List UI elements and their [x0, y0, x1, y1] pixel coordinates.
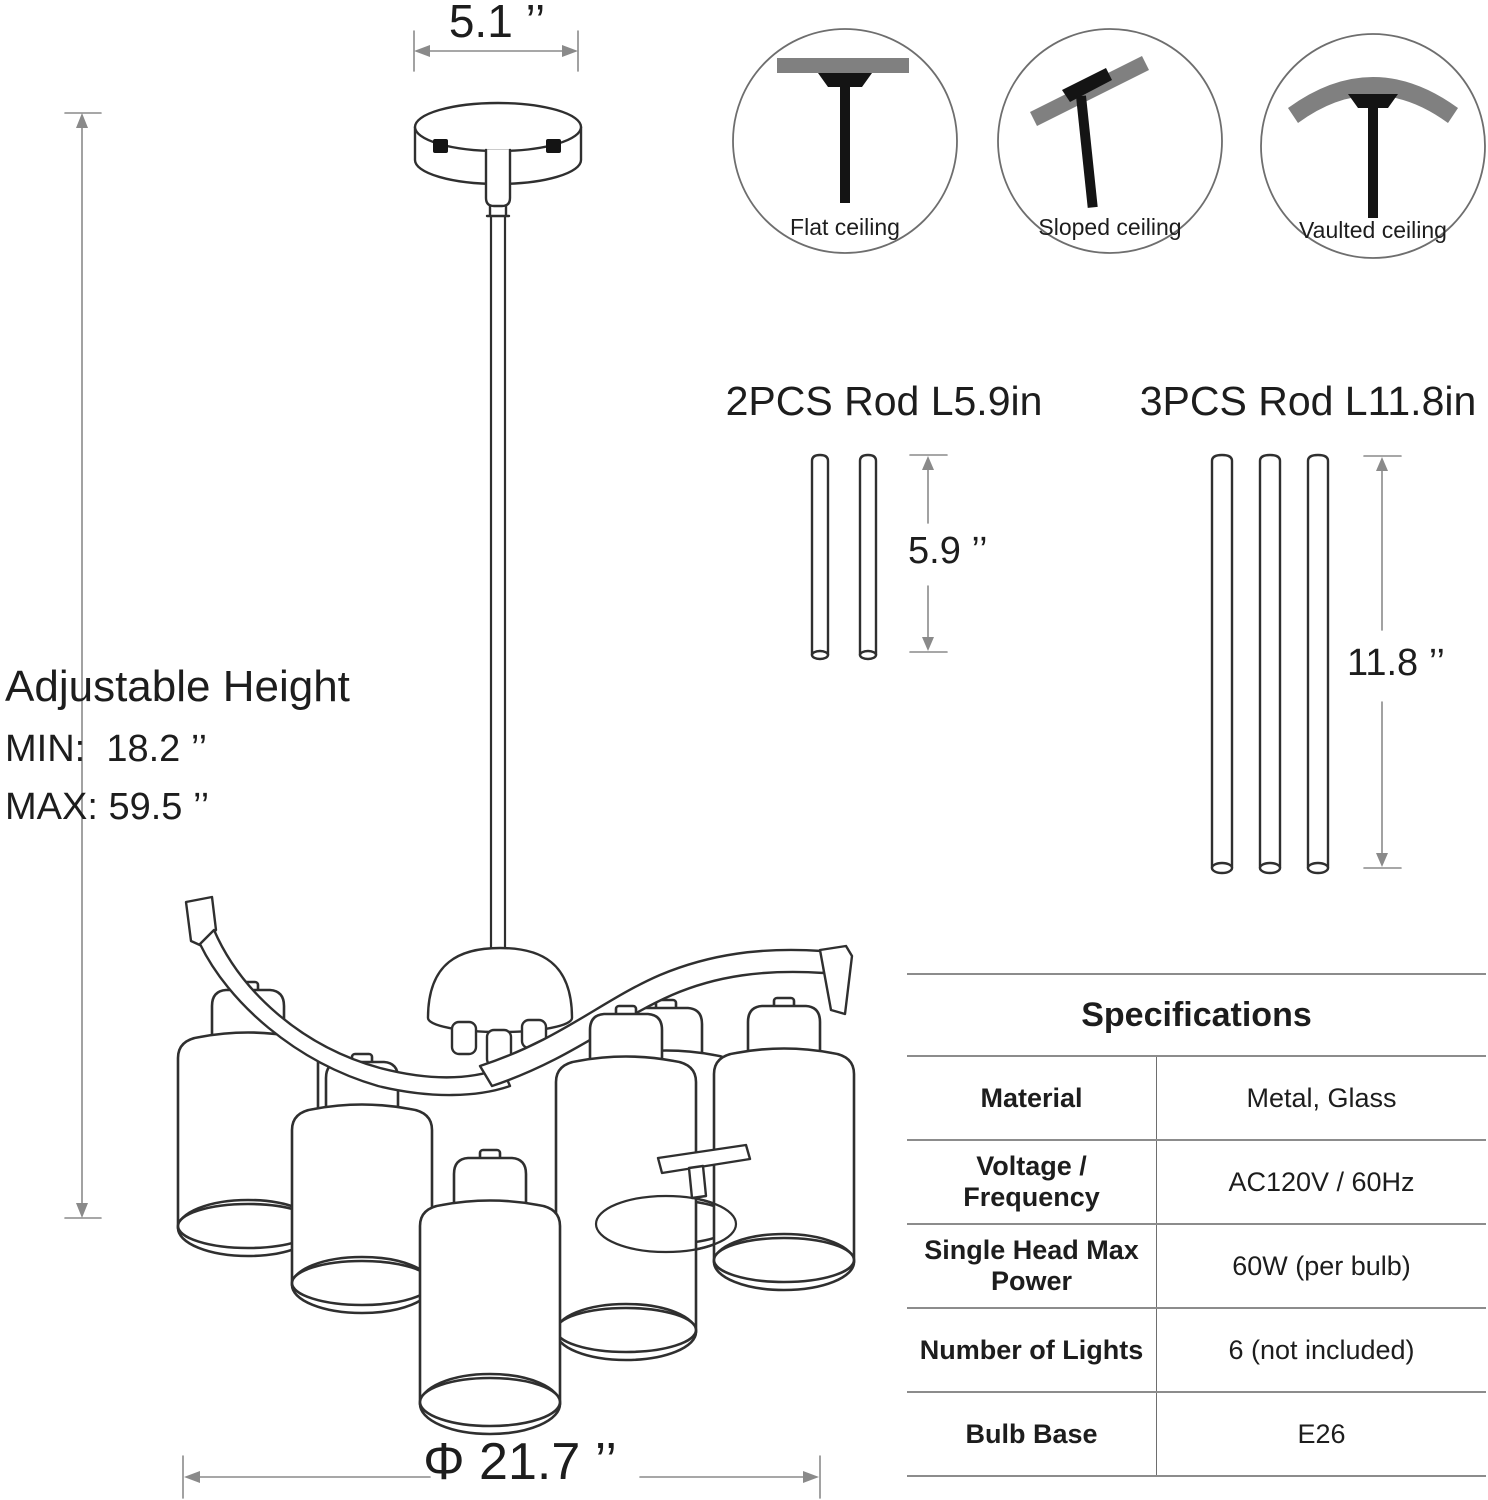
glass-shade-far-right [714, 998, 854, 1290]
spec-table-row [907, 1055, 1486, 1139]
vaulted-ceiling-label: Vaulted ceiling [1299, 217, 1447, 243]
spec-table-row [907, 1391, 1486, 1475]
spec-row-value: AC120V / 60Hz [1228, 1166, 1415, 1197]
long-rod-section-title: 3PCS Rod L11.8in [1139, 378, 1477, 424]
spec-row-label: Voltage / Frequency [907, 1141, 1157, 1223]
spec-row-value: 6 (not included) [1228, 1334, 1415, 1365]
short-rod-length-label: 5.9 ’’ [908, 530, 988, 572]
spec-row-value: E26 [1297, 1418, 1346, 1449]
long-rods-icon [1212, 455, 1328, 873]
specifications-table [907, 973, 1486, 1477]
spec-row-label: Number of Lights [907, 1309, 1157, 1391]
max-height-label: MAX: 59.5 ’’ [5, 786, 210, 828]
glass-shade-bottom-center [420, 1150, 560, 1434]
canopy-width-dimension: 5.1 ’’ [448, 0, 546, 47]
hanging-rod-icon [491, 217, 505, 956]
spec-row-label: Single Head Max Power [907, 1225, 1157, 1307]
short-rods-icon [812, 455, 876, 659]
spec-table-row [907, 1139, 1486, 1223]
sloped-ceiling-label: Sloped ceiling [1038, 214, 1182, 240]
spec-row-label: Material [907, 1057, 1157, 1139]
spec-table-row [907, 1223, 1486, 1307]
spec-row-value: 60W (per bulb) [1232, 1250, 1411, 1281]
short-rod-section-title: 2PCS Rod L5.9in [725, 378, 1043, 424]
flat-ceiling-label: Flat ceiling [790, 214, 900, 240]
spec-row-value: Metal, Glass [1246, 1082, 1397, 1113]
adjustable-height-title: Adjustable Height [5, 662, 350, 711]
diameter-label: Φ 21.7 ’’ [423, 1433, 617, 1491]
ceiling-canopy-icon [415, 103, 581, 216]
specifications-table-title: Specifications [1081, 995, 1312, 1034]
spec-row-label: Bulb Base [907, 1393, 1157, 1475]
long-rod-length-label: 11.8 ’’ [1347, 642, 1445, 684]
spec-table-row [907, 1307, 1486, 1391]
min-height-label: MIN: 18.2 ’’ [5, 728, 208, 770]
